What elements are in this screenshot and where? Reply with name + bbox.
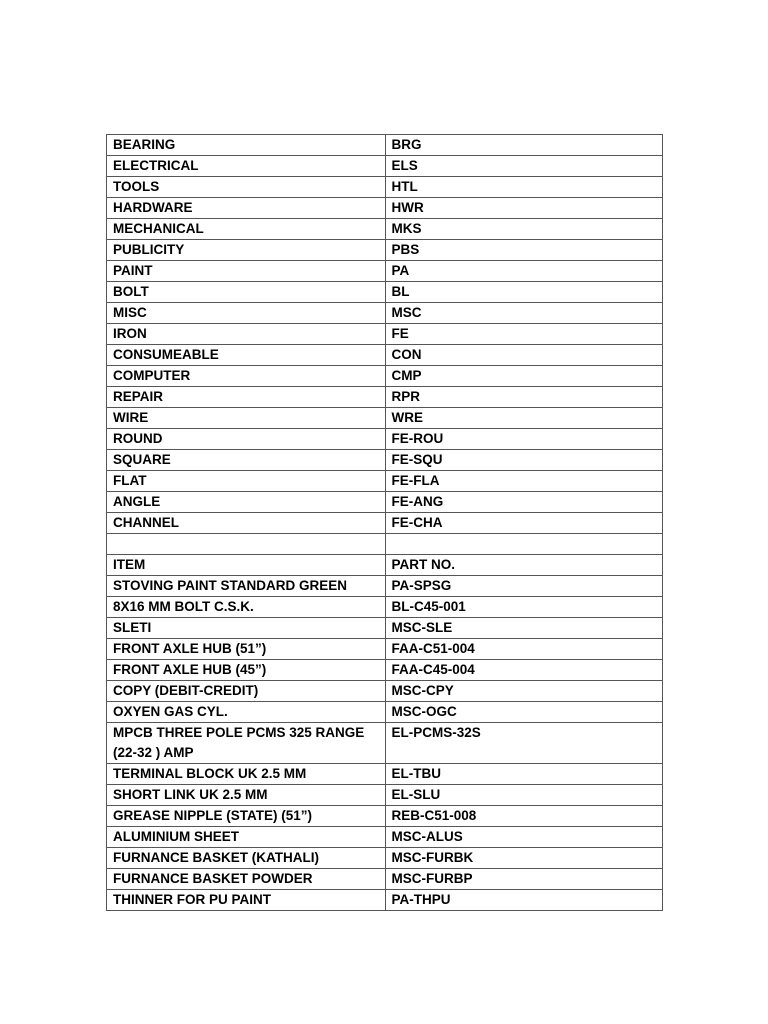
part-code-cell: BRG [385,135,663,156]
table-row [107,387,663,408]
part-code-cell: MSC-FURBP [385,869,663,890]
part-code-cell: FAA-C45-004 [385,660,663,681]
part-code-cell: REB-C51-008 [385,806,663,827]
table-row [107,366,663,387]
table-row [107,513,663,534]
part-code-cell: RPR [385,387,663,408]
item-name-cell: MISC [107,303,386,324]
part-code-cell: MSC-FURBK [385,848,663,869]
item-name-cell: PAINT [107,261,386,282]
item-name-cell: IRON [107,324,386,345]
table-row [107,156,663,177]
part-code-cell: PA-THPU [385,890,663,911]
table-row [107,827,663,848]
table-row [107,555,663,576]
part-code-cell: FE-FLA [385,471,663,492]
table-row [107,198,663,219]
table-row [107,450,663,471]
part-code-cell: PA [385,261,663,282]
part-code-cell: FE-ANG [385,492,663,513]
table-body [107,135,663,911]
item-name-cell: BOLT [107,282,386,303]
part-code-cell [385,534,663,555]
item-name-cell: CHANNEL [107,513,386,534]
item-name-cell: SQUARE [107,450,386,471]
item-name-cell: COPY (DEBIT-CREDIT) [107,681,386,702]
item-name-cell: ELECTRICAL [107,156,386,177]
part-code-cell: EL-SLU [385,785,663,806]
table-row [107,492,663,513]
table-row [107,261,663,282]
item-name-cell: FURNANCE BASKET (KATHALI) [107,848,386,869]
table-row [107,240,663,261]
table-row [107,219,663,240]
table-row [107,345,663,366]
table-row [107,806,663,827]
part-code-cell: CMP [385,366,663,387]
parts-code-table [106,134,663,911]
part-code-cell: MSC-ALUS [385,827,663,848]
part-code-cell: CON [385,345,663,366]
part-code-cell: MSC-SLE [385,618,663,639]
item-name-cell: ROUND [107,429,386,450]
item-name-cell: SLETI [107,618,386,639]
item-name-cell: COMPUTER [107,366,386,387]
item-name-cell: BEARING [107,135,386,156]
table-row [107,135,663,156]
item-name-cell: FURNANCE BASKET POWDER [107,869,386,890]
table-row [107,869,663,890]
part-code-cell: MKS [385,219,663,240]
part-code-cell: MSC-CPY [385,681,663,702]
table-row [107,848,663,869]
part-code-cell: FAA-C51-004 [385,639,663,660]
item-name-cell: THINNER FOR PU PAINT [107,890,386,911]
part-code-cell: MSC-OGC [385,702,663,723]
table-row [107,471,663,492]
part-code-cell: EL-TBU [385,764,663,785]
item-name-cell: ITEM [107,555,386,576]
table-row [107,890,663,911]
table-row [107,177,663,198]
item-name-cell: HARDWARE [107,198,386,219]
table-row [107,324,663,345]
item-name-cell: 8X16 MM BOLT C.S.K. [107,597,386,618]
part-code-cell: PART NO. [385,555,663,576]
table-row [107,408,663,429]
part-code-cell: FE-CHA [385,513,663,534]
item-name-cell: MECHANICAL [107,219,386,240]
item-name-cell: CONSUMEABLE [107,345,386,366]
item-name-cell: FRONT AXLE HUB (51”) [107,639,386,660]
item-name-cell: SHORT LINK UK 2.5 MM [107,785,386,806]
table-row [107,534,663,555]
table-row [107,282,663,303]
item-name-cell: WIRE [107,408,386,429]
item-name-cell: ANGLE [107,492,386,513]
table-row [107,303,663,324]
table-row [107,764,663,785]
item-name-cell: GREASE NIPPLE (STATE) (51”) [107,806,386,827]
part-code-cell: FE-ROU [385,429,663,450]
table-row [107,429,663,450]
part-code-cell: ELS [385,156,663,177]
item-name-cell: REPAIR [107,387,386,408]
table-row [107,597,663,618]
item-name-cell: TERMINAL BLOCK UK 2.5 MM [107,764,386,785]
item-name-cell: OXYEN GAS CYL. [107,702,386,723]
part-code-cell: HWR [385,198,663,219]
part-code-cell: EL-PCMS-32S [385,723,663,764]
table-row [107,576,663,597]
table-row [107,660,663,681]
part-code-cell: PBS [385,240,663,261]
item-name-cell [107,534,386,555]
item-name-cell: MPCB THREE POLE PCMS 325 RANGE (22-32 ) AMP [107,723,386,764]
table-row [107,681,663,702]
item-name-cell: STOVING PAINT STANDARD GREEN [107,576,386,597]
table-row [107,639,663,660]
table-row [107,785,663,806]
part-code-cell: HTL [385,177,663,198]
item-name-cell: ALUMINIUM SHEET [107,827,386,848]
item-name-cell: PUBLICITY [107,240,386,261]
part-code-cell: PA-SPSG [385,576,663,597]
item-name-cell: TOOLS [107,177,386,198]
item-name-cell: FRONT AXLE HUB (45”) [107,660,386,681]
item-name-cell: FLAT [107,471,386,492]
part-code-cell: FE-SQU [385,450,663,471]
part-code-cell: WRE [385,408,663,429]
part-code-cell: FE [385,324,663,345]
part-code-cell: BL-C45-001 [385,597,663,618]
table-row [107,723,663,764]
table-row [107,618,663,639]
part-code-cell: MSC [385,303,663,324]
part-code-cell: BL [385,282,663,303]
table-row [107,702,663,723]
